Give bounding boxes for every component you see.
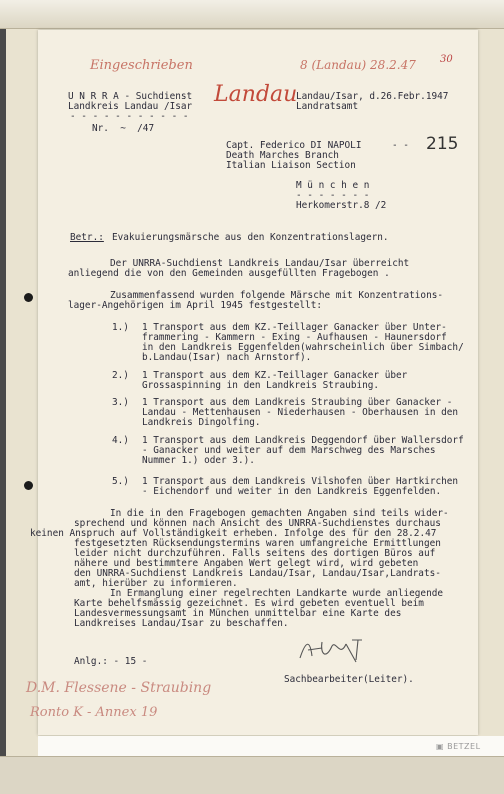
handwritten-note-2: Ronto K - Annex 19: [30, 705, 158, 720]
subject-text: Evakuierungsmärsche aus den Konzentrationslagern.: [112, 232, 389, 243]
item-line: - Eichendorf und weiter in den Landkreis Eggenfelden.: [142, 486, 442, 497]
handwritten-page-count: 30: [440, 54, 453, 65]
intro-line-1: Der UNRRA-Suchdienst Landkreis Landau/Isar überreicht: [110, 258, 410, 269]
intro-line-2: anliegend die von den Gemeinden ausgefüllten Fragebogen .: [68, 268, 390, 279]
closing-line: keinen Anspruch auf Vollständigkeit erheben. Infolge des für den 28.2.47: [30, 528, 437, 539]
registered-stamp: Eingeschrieben: [90, 58, 193, 73]
item-line: frammering - Kammern - Exing - Aufhausen - Haunersdorf: [142, 332, 447, 343]
item-number: 5.): [112, 476, 129, 487]
binder-edge: [0, 0, 6, 793]
closing-line: In die in den Fragebogen gemachten Angaben sind teils wider-: [110, 508, 449, 519]
item-line: in den Landkreis Eggenfelden(wahrscheinlich über Simbach/: [142, 342, 464, 353]
received-stamp: 8 (Landau) 28.2.47: [300, 58, 416, 72]
recipient-street: Herkomerstr.8 /2: [296, 200, 387, 211]
reference-number: Nr. ~ /47: [92, 123, 155, 134]
item-line: Nummer 1.) oder 3.).: [142, 455, 255, 466]
recipient-branch: Death Marches Branch: [226, 150, 339, 161]
closing-line: leider nicht durchzuführen. Falls seitens des dortigen Büros auf: [74, 548, 436, 559]
closing-line: den UNRRA-Suchdienst Landkreis Landau/Isar, Landau/Isar,Landrats-: [74, 568, 441, 579]
item-line: 1 Transport aus dem KZ.-Teillager Ganacker über Unter-: [142, 322, 447, 333]
city-dashes: - - - - - - -: [296, 190, 370, 201]
org-name: U N R R A - Suchdienst: [68, 91, 193, 102]
office-name: Landratsamt: [296, 101, 359, 112]
closing-line: In Ermanglung einer regelrechten Landkarte wurde anliegende: [110, 588, 444, 599]
document-number: 215: [426, 134, 459, 154]
closing-line: sprechend und können nach Ansicht des UNRRA-Suchdienstes durchaus: [74, 518, 441, 529]
summary-line-1: Zusammenfassend wurden folgende Märsche mit Konzentrations-: [110, 290, 444, 301]
org-district: Landkreis Landau /Isar: [68, 101, 193, 112]
scan-margin: [38, 736, 504, 756]
closing-line: Karte behelfsmässig gezeichnet. Es wird gebeten eventuell beim: [74, 598, 424, 609]
handwritten-note-1: D.M. Flessene - Straubing: [26, 680, 212, 696]
handwritten-signature: [296, 636, 376, 666]
item-line: 1 Transport aus dem KZ.-Teillager Ganacker über: [142, 370, 408, 381]
underlying-page-bottom: [0, 756, 504, 794]
underlying-page-edge: [0, 0, 504, 29]
item-line: 1 Transport aus dem Landkreis Deggendorf über Wallersdorf: [142, 435, 464, 446]
item-line: 1 Transport aus dem Landkreis Straubing über Ganacker -: [142, 397, 453, 408]
closing-line: nähere und bestimmtere Angaben Wert gelegt wird, wird gebeten: [74, 558, 419, 569]
item-line: Grossaspinning in den Landkreis Straubing.: [142, 380, 380, 391]
item-line: b.Landau(Isar) nach Arnstorf).: [142, 352, 312, 363]
summary-line-2: lager-Angehörigen im April 1945 festgestellt:: [68, 300, 322, 311]
recipient-city: M ü n c h e n: [296, 180, 370, 191]
org-dashes: - - - - - - - - - - -: [70, 111, 189, 122]
place-date: Landau/Isar, d.26.Febr.1947: [296, 91, 449, 102]
item-line: Landkreis Dingolfing.: [142, 417, 261, 428]
punch-hole-upper: [24, 293, 33, 302]
dash-marks: - -: [392, 140, 409, 151]
closing-line: Landkreises Landau/Isar zu beschaffen.: [74, 618, 289, 629]
item-number: 2.): [112, 370, 129, 381]
item-number: 1.): [112, 322, 129, 333]
item-number: 4.): [112, 435, 129, 446]
closing-line: Landesvermessungsamt in München unmittelbar eine Karte des: [74, 608, 402, 619]
recipient-section: Italian Liaison Section: [226, 160, 356, 171]
punch-hole-lower: [24, 481, 33, 490]
item-line: Landau - Mettenhausen - Niederhausen - Oberhausen in den: [142, 407, 459, 418]
subject-label: Betr.:: [70, 232, 104, 243]
item-line: 1 Transport aus dem Landkreis Vilshofen über Hartkirchen: [142, 476, 459, 487]
archive-logo: ▣ BETZEL: [436, 742, 481, 751]
item-number: 3.): [112, 397, 129, 408]
closing-line: amt, hierüber zu informieren.: [74, 578, 238, 589]
signature-role: Sachbearbeiter(Leiter).: [284, 674, 414, 685]
logo-text: BETZEL: [447, 742, 481, 751]
closing-line: festgesetzten Rücksendungstermins waren umfangreiche Ermittlungen: [74, 538, 441, 549]
recipient-name: Capt. Federico DI NAPOLI: [226, 140, 362, 151]
handwritten-landau: Landau: [214, 82, 298, 107]
item-line: - Ganacker und weiter auf dem Marschweg des Marsches: [142, 445, 436, 456]
enclosures: Anlg.: - 15 -: [74, 656, 148, 667]
